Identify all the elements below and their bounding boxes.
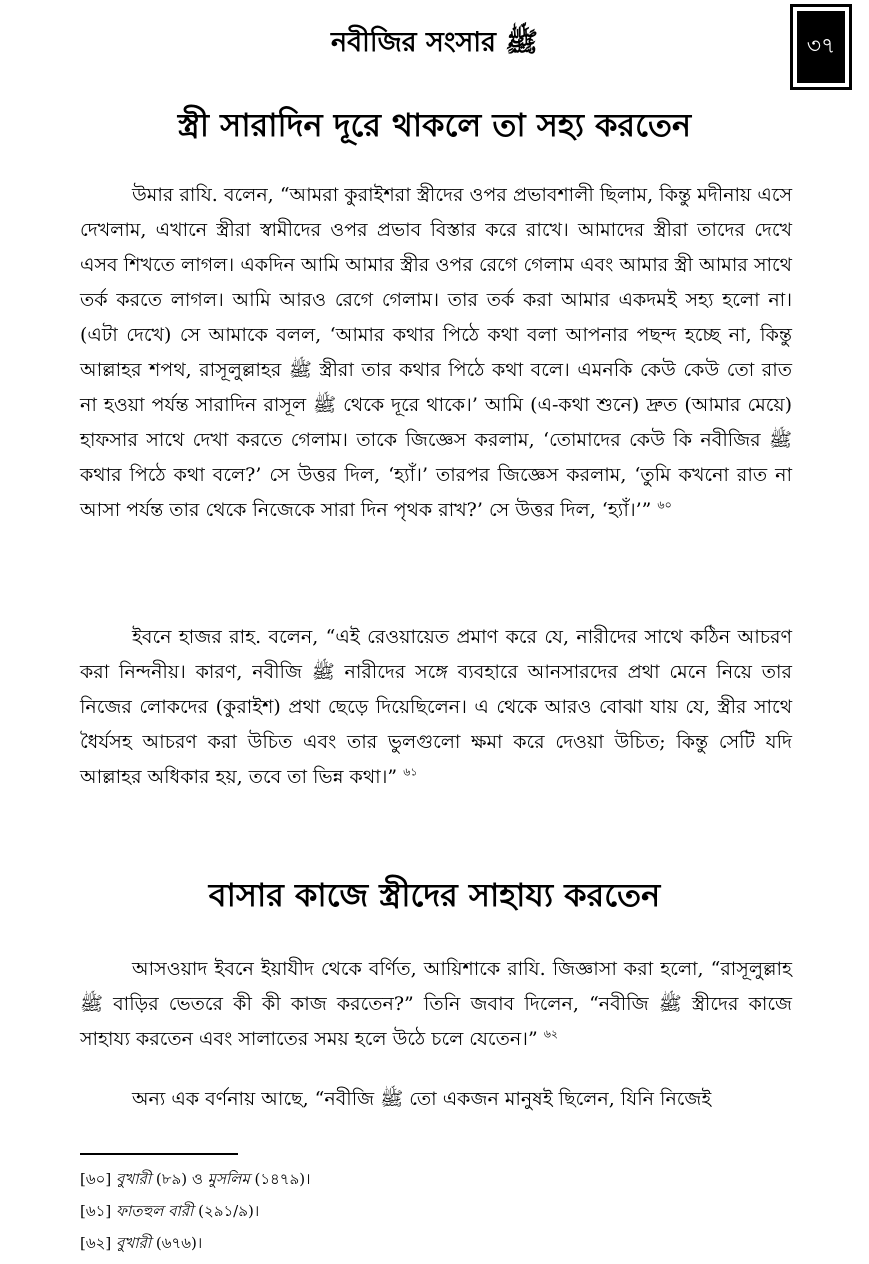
section-heading-1: স্ত্রী সারাদিন দূরে থাকলে তা সহ্য করতেন [177, 106, 692, 144]
paragraph-text: ইবনে হাজর রাহ. বলেন, “এই রেওয়ায়েত প্রমাণ করে যে, নারীদের সাথে কঠিন আচরণ করা নিন্দনীয়। কারণ, নবীজি ﷺ নারীদের সঙ্গে ব্যবহারে আনসারদের প্রথা মেনে নিয়ে তার নিজের লোকদের (কুরাইশ) প্রথা ছেড়ে দিয়েছিলেন। এ থেকে আরও বোঝা যায় যে, স্ত্রীর সাথে ধৈর্যসহ আচরণ করা উচিত এবং তার ভুলগুলো ক্ষমা করে দেওয়া উচিত; কিন্তু সেটি যদি আল্লাহর অধিকার হয়, তবে তা ভিন্ন কথা।” [80, 626, 792, 788]
paragraph-text: অন্য এক বর্ণনায় আছে, “নবীজি ﷺ তো একজন মানুষই ছিলেন, যিনি নিজেই [132, 1088, 712, 1110]
footnote-ref-62[interactable]: ৬২ [543, 1027, 559, 1041]
section-heading-2: বাসার কাজে স্ত্রীদের সাহায্য করতেন [208, 876, 661, 914]
page-number-box [790, 4, 852, 90]
paragraph-umar [80, 178, 792, 528]
footnote-source: ফাতহুল বারী [115, 1202, 194, 1220]
footnote-ref-61[interactable]: ৬১ [403, 765, 418, 779]
footnote-61 [80, 1200, 259, 1225]
footnote-source: মুসলিম [207, 1170, 250, 1188]
footnote-location: (১৪৭৯)। [254, 1170, 311, 1188]
footnote-location: (৬৭৬)। [155, 1234, 203, 1252]
footnote-location: (৮৯) ও [155, 1170, 203, 1188]
paragraph-aswad [80, 952, 792, 1057]
footnote-60 [80, 1168, 311, 1193]
paragraph-another-narration [80, 1082, 792, 1117]
paragraph-text: আসওয়াদ ইবনে ইয়াযীদ থেকে বর্ণিত, আয়িশাকে রাযি. জিজ্ঞাসা করা হলো, “রাসূলুল্লাহ ﷺ বাড়ির ভেতরে কী কী কাজ করতেন?” তিনি জবাব দিলেন, “নবীজি ﷺ স্ত্রীদের কাজে সাহায্য করতেন এবং সালাতের সময় হলে উঠে চলে যেতেন।” [80, 958, 793, 1050]
footnote-62 [80, 1232, 202, 1257]
paragraph-text: উমার রাযি. বলেন, “আমরা কুরাইশরা স্ত্রীদের ওপর প্রভাবশালী ছিলাম, কিন্তু মদীনায় এসে দেখলাম, এখানে স্ত্রীরা স্বামীদের ওপর প্রভাব বিস্তার করে রাখে। আমাদের স্ত্রীরা তাদের দেখে এসব শিখতে লাগল। একদিন আমি আমার স্ত্রীর ওপর রেগে গেলাম এবং আমার স্ত্রী আমার সাথে তর্ক করতে লাগল। আমি আরও রেগে গেলাম। তার তর্ক করা আমার একদমই সহ্য হলো না। (এটা দেখে) সে আমাকে বলল, ‘আমার কথার পিঠে কথা বলা আপনার পছন্দ হচ্ছে না, কিন্তু আল্লাহর শপথ, রাসূলুল্লাহর ﷺ স্ত্রীরা তার কথার পিঠে কথা বলে। এমনকি কেউ কেউ তো রাত না হওয়া পর্যন্ত সারাদিন রাসূল ﷺ থেকে দূরে থাকে।’ আমি (এ-কথা শুনে) দ্রুত (আমার মেয়ে) হাফসার সাথে দেখা করতে গেলাম। তাকে জিজ্ঞেস করলাম, ‘তোমাদের কেউ কি নবীজির ﷺ কথার পিঠে কথা বলে?’ সে উত্তর দিল, ‘হ্যাঁ।’ তারপর জিজ্ঞেস করলাম, ‘তুমি কখনো রাত না আসা পর্যন্ত তার থেকে নিজেকে সারা দিন পৃথক রাখ?’ সে উত্তর দিল, ‘হ্যাঁ।’” [80, 184, 792, 521]
paragraph-ibn-hajar [80, 620, 792, 795]
footnote-number: [৬২] [80, 1234, 112, 1252]
footnote-number: [৬১] [80, 1202, 112, 1220]
running-title: নবীজির সংসার ﷺ [331, 27, 538, 58]
footnote-source: বুখারী [116, 1234, 152, 1252]
footnote-location: (২৯১/৯)। [198, 1202, 260, 1220]
footnote-divider [80, 1153, 238, 1155]
footnote-source: বুখারী [116, 1170, 152, 1188]
page-number: ৩৭ [797, 11, 845, 83]
footnote-number: [৬০] [80, 1170, 112, 1188]
footnote-ref-60[interactable]: ৬০ [657, 498, 672, 512]
